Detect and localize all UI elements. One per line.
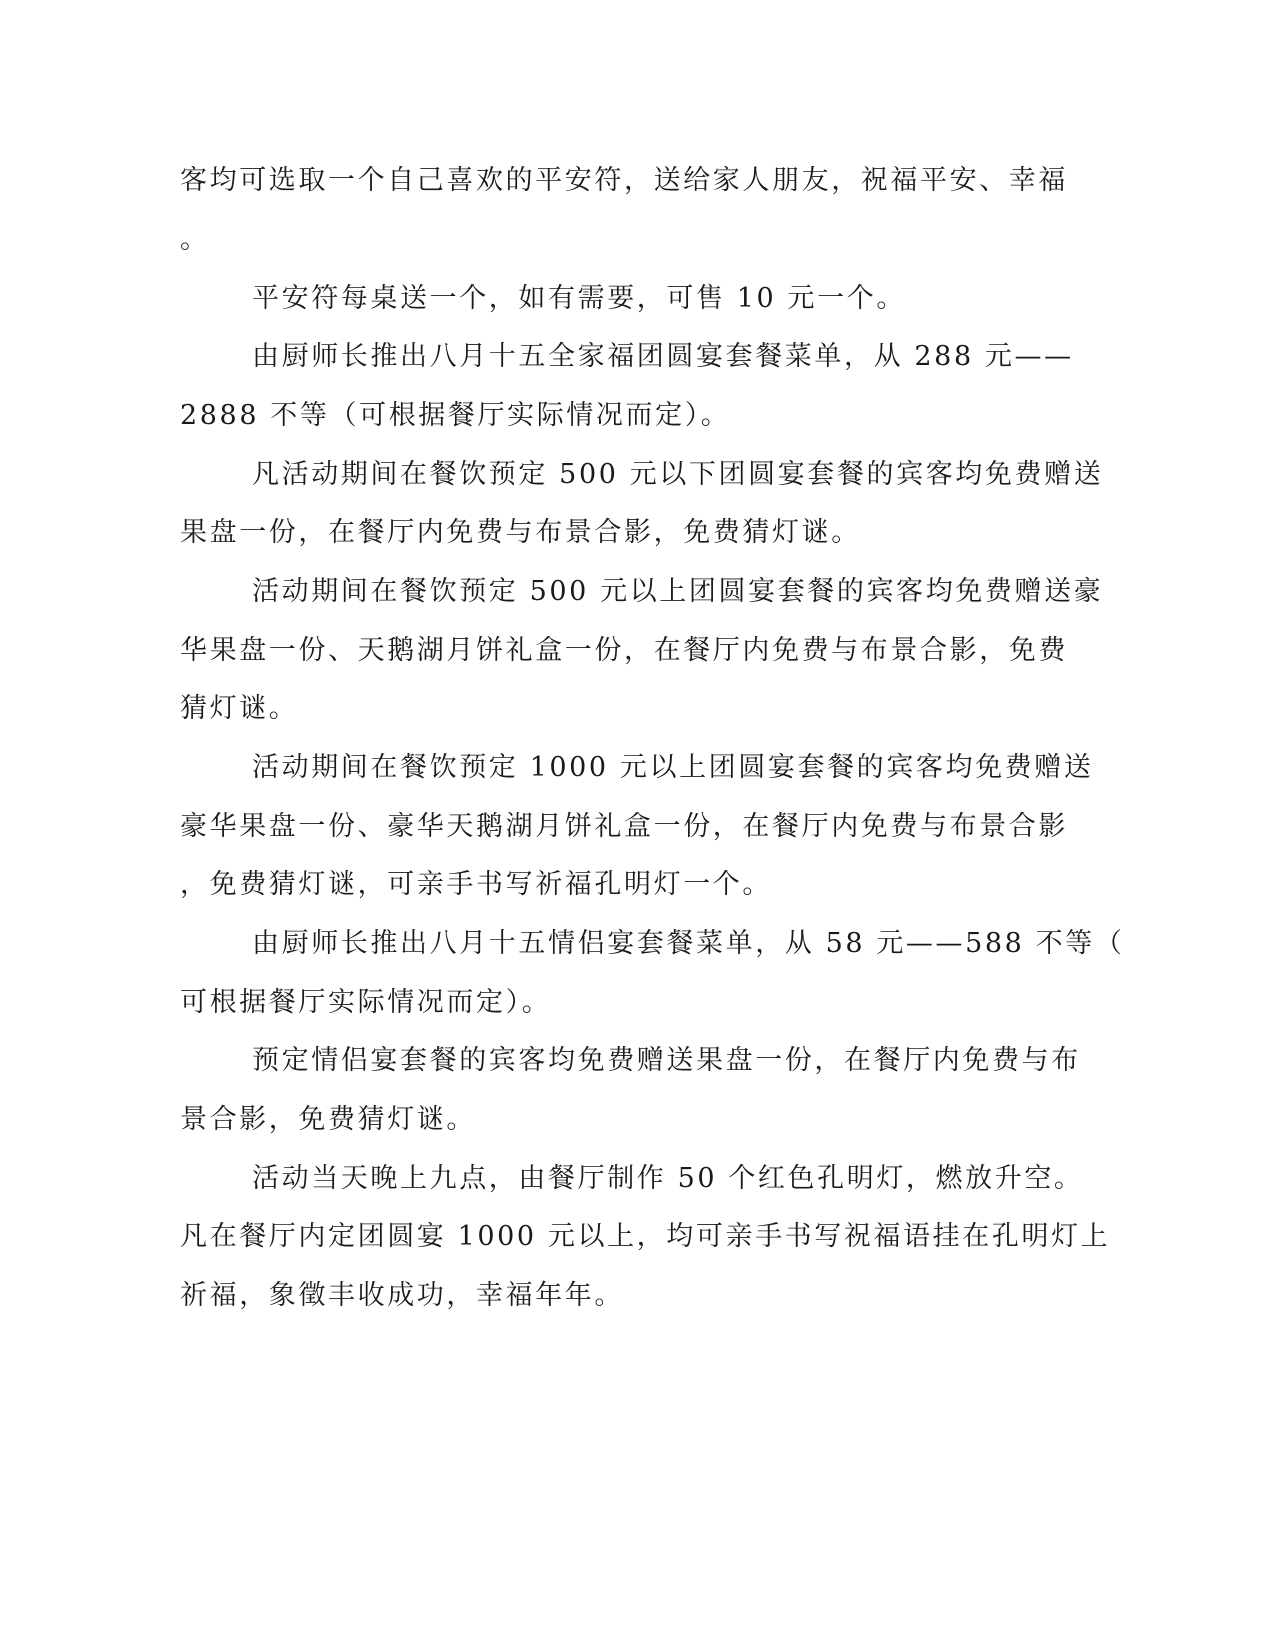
text-line-14: 由厨师长推出八月十五情侣宴套餐菜单，从 58 元——588 不等（ [252,928,1125,959]
text-line-7: 果盘一份，在餐厅内免费与布景合影，免费猜灯谜。 [180,517,861,548]
text-line-1: 客均可选取一个自己喜欢的平安符，送给家人朋友，祝福平安、幸福 [180,165,1068,196]
text-line-15: 可根据餐厅实际情况而定）。 [180,987,552,1018]
text-line-17: 景合影，免费猜灯谜。 [180,1104,476,1135]
text-line-2: 。 [180,224,210,255]
text-line-5: 2888 不等（可根据餐厅实际情况而定）。 [180,400,731,431]
text-line-4: 由厨师长推出八月十五全家福团圆宴套餐菜单，从 288 元—— [252,341,1074,372]
text-line-11: 活动期间在餐饮预定 1000 元以上团圆宴套餐的宾客均免费赠送 [252,752,1094,783]
text-line-13: ，免费猜灯谜，可亲手书写祈福孔明灯一个。 [180,869,772,900]
text-line-10: 猜灯谜。 [180,693,299,724]
text-line-20: 祈福，象徵丰收成功，幸福年年。 [180,1280,624,1311]
text-line-18: 活动当天晚上九点，由餐厅制作 50 个红色孔明灯，燃放升空。 [252,1163,1084,1194]
text-line-6: 凡活动期间在餐饮预定 500 元以下团圆宴套餐的宾客均免费赠送 [252,459,1104,490]
text-line-19: 凡在餐厅内定团圆宴 1000 元以上，均可亲手书写祝福语挂在孔明灯上 [180,1221,1111,1252]
text-line-12: 豪华果盘一份、豪华天鹅湖月饼礼盒一份，在餐厅内免费与布景合影 [180,811,1068,842]
text-line-16: 预定情侣宴套餐的宾客均免费赠送果盘一份，在餐厅内免费与布 [252,1045,1081,1076]
text-line-8: 活动期间在餐饮预定 500 元以上团圆宴套餐的宾客均免费赠送豪 [252,576,1104,607]
text-line-9: 华果盘一份、天鹅湖月饼礼盒一份，在餐厅内免费与布景合影，免费 [180,635,1068,666]
text-line-3: 平安符每桌送一个，如有需要，可售 10 元一个。 [252,283,906,314]
